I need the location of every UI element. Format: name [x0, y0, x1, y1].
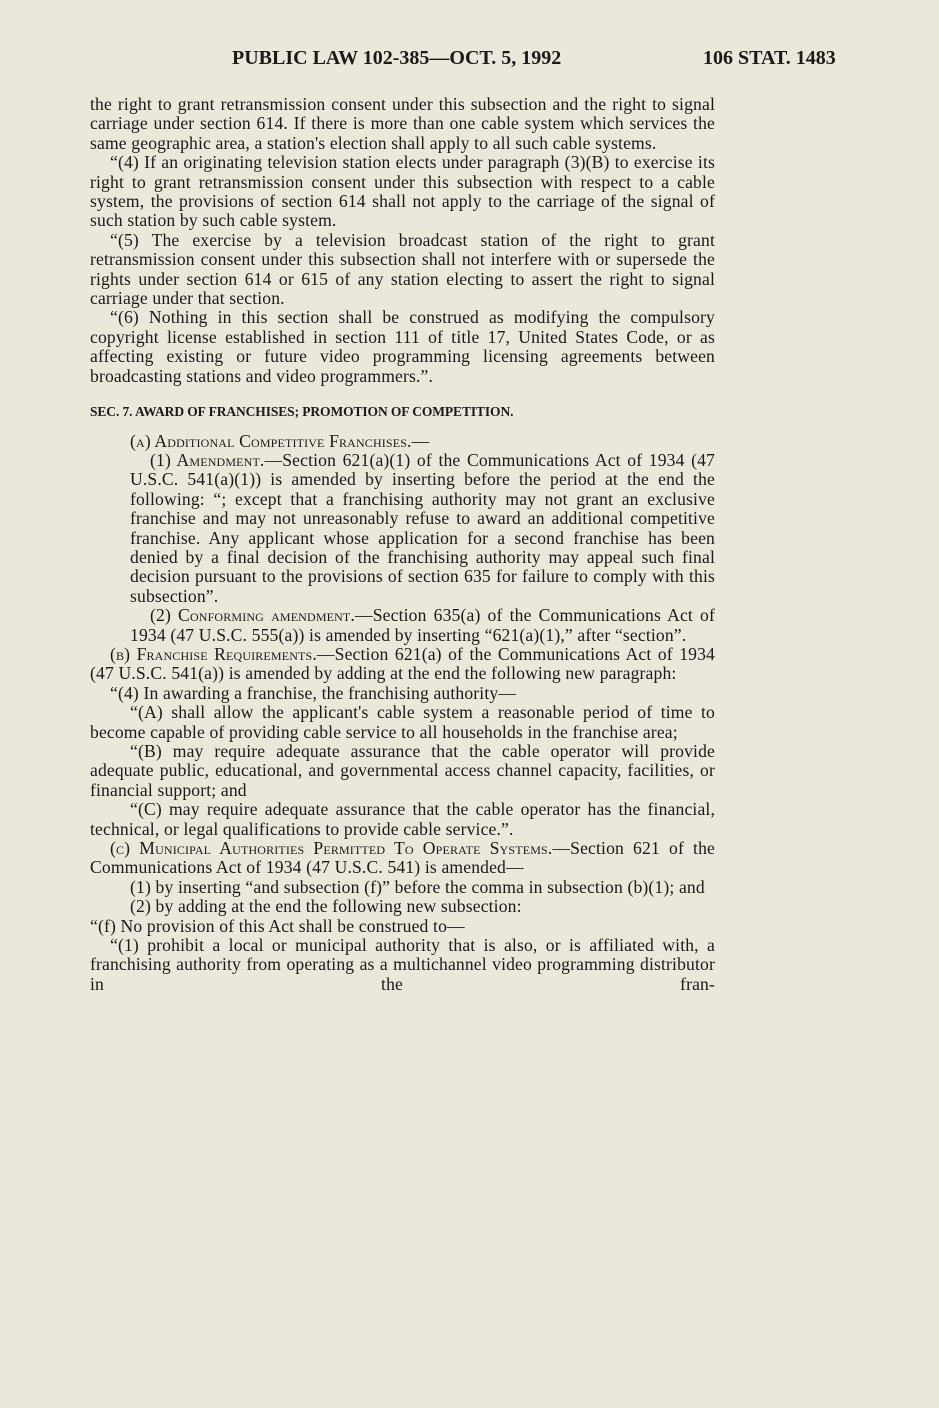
subsection-f: “(f) No provision of this Act shall be construed to—	[90, 915, 465, 936]
header-title: PUBLIC LAW 102-385—OCT. 5, 1992	[232, 47, 562, 69]
subsection-a-heading	[90, 432, 715, 451]
subsection-a1-label: (1) Amendment.	[150, 449, 265, 470]
clause-B: “(B) may require adequate assurance that the cable operator will provide adequate public, educational, and governmental access channel capacity, facilities, or financial support; and	[90, 741, 715, 800]
subsection-a1	[90, 451, 715, 606]
document-body	[90, 95, 715, 994]
paragraph-continued: the right to grant retransmission consent under this subsection and the right to signal carriage under section 614. If there is more than one cable system which services the same geographic area, a station's election shall apply to all such cable systems.	[90, 94, 715, 153]
clause-C: “(C) may require adequate assurance that the cable operator has the financial, technical, or legal qualifications to provide cable service.”.	[90, 799, 715, 839]
header-stat-page: 106 STAT. 1483	[703, 47, 836, 69]
subsection-c1: (1) by inserting “and subsection (f)” before the comma in subsection (b)(1); and	[130, 876, 705, 897]
subsection-a2-text: —Section 635(a) of the Communications Act of 1934 (47 U.S.C. 555(a)) is amended by inserting “621(a)(1),” after “section”.	[130, 605, 715, 645]
subsection-c-label: (c) Municipal Authorities Permitted To Operate Systems.	[110, 838, 553, 859]
subsection-c2: (2) by adding at the end the following new subsection:	[130, 896, 522, 917]
paragraph-b4: “(4) In awarding a franchise, the franchising authority—	[110, 682, 517, 703]
subsection-b-label: (b) Franchise Requirements.	[110, 643, 317, 664]
running-header	[0, 47, 939, 75]
subsection-b	[90, 645, 715, 684]
subsection-a2	[90, 606, 715, 645]
paragraph-4: “(4) If an originating television station elects under paragraph (3)(B) to exercise its right to grant retransmission consent under this subsection with respect to a cable system, the provisions of section 614 shall not apply to the carriage of the signal of such station by such cable system.	[90, 152, 715, 231]
subsection-b-text: —Section 621(a) of the Communications Act of 1934 (47 U.S.C. 541(a)) is amended by adding at the end the following new paragraph:	[90, 643, 715, 684]
subsection-a2-label: (2) Conforming amendment.	[150, 605, 355, 626]
subsection-c-text: —Section 621 of the Communications Act of 1934 (47 U.S.C. 541) is amended—	[90, 838, 715, 878]
section-heading: SEC. 7. AWARD OF FRANCHISES; PROMOTION OF COMPETITION.	[90, 404, 514, 420]
subsection-c	[90, 839, 715, 878]
paragraph-6: “(6) Nothing in this section shall be construed as modifying the compulsory copyright license established in section 111 of title 17, United States Code, or as affecting existing or future video programming licensing agreements between broadcasting stations and video programmers.”.	[90, 307, 715, 386]
subsection-a-label: (a) Additional Competitive Franchises.—	[130, 430, 430, 451]
subsection-a1-text: —Section 621(a)(1) of the Communications Act of 1934 (47 U.S.C. 541(a)(1)) is amended by inserting before the period at the end the following: “; except that a franchising authority may not grant an exclusive franchise and may not unreasonably refuse to award an additional competitive franchise. Any applicant whose application for a second franchise has been denied by a final decision of the franchising authority may appeal such final decision pursuant to the provisions of section 635 for failure to comply with this subsection”.	[130, 449, 715, 606]
paragraph-5: “(5) The exercise by a television broadcast station of the right to grant retransmission consent under this subsection shall not interfere with or supersede the rights under section 614 or 615 of any station electing to assert the right to signal carriage under that section.	[90, 229, 715, 309]
paragraph-f1: “(1) prohibit a local or municipal authority that is also, or is affiliated with, a franchising authority from operating as a multichannel video programming distributor in the fran-	[90, 935, 715, 994]
clause-A: “(A) shall allow the applicant's cable system a reasonable period of time to become capable of providing cable service to all households in the franchise area;	[90, 702, 715, 742]
